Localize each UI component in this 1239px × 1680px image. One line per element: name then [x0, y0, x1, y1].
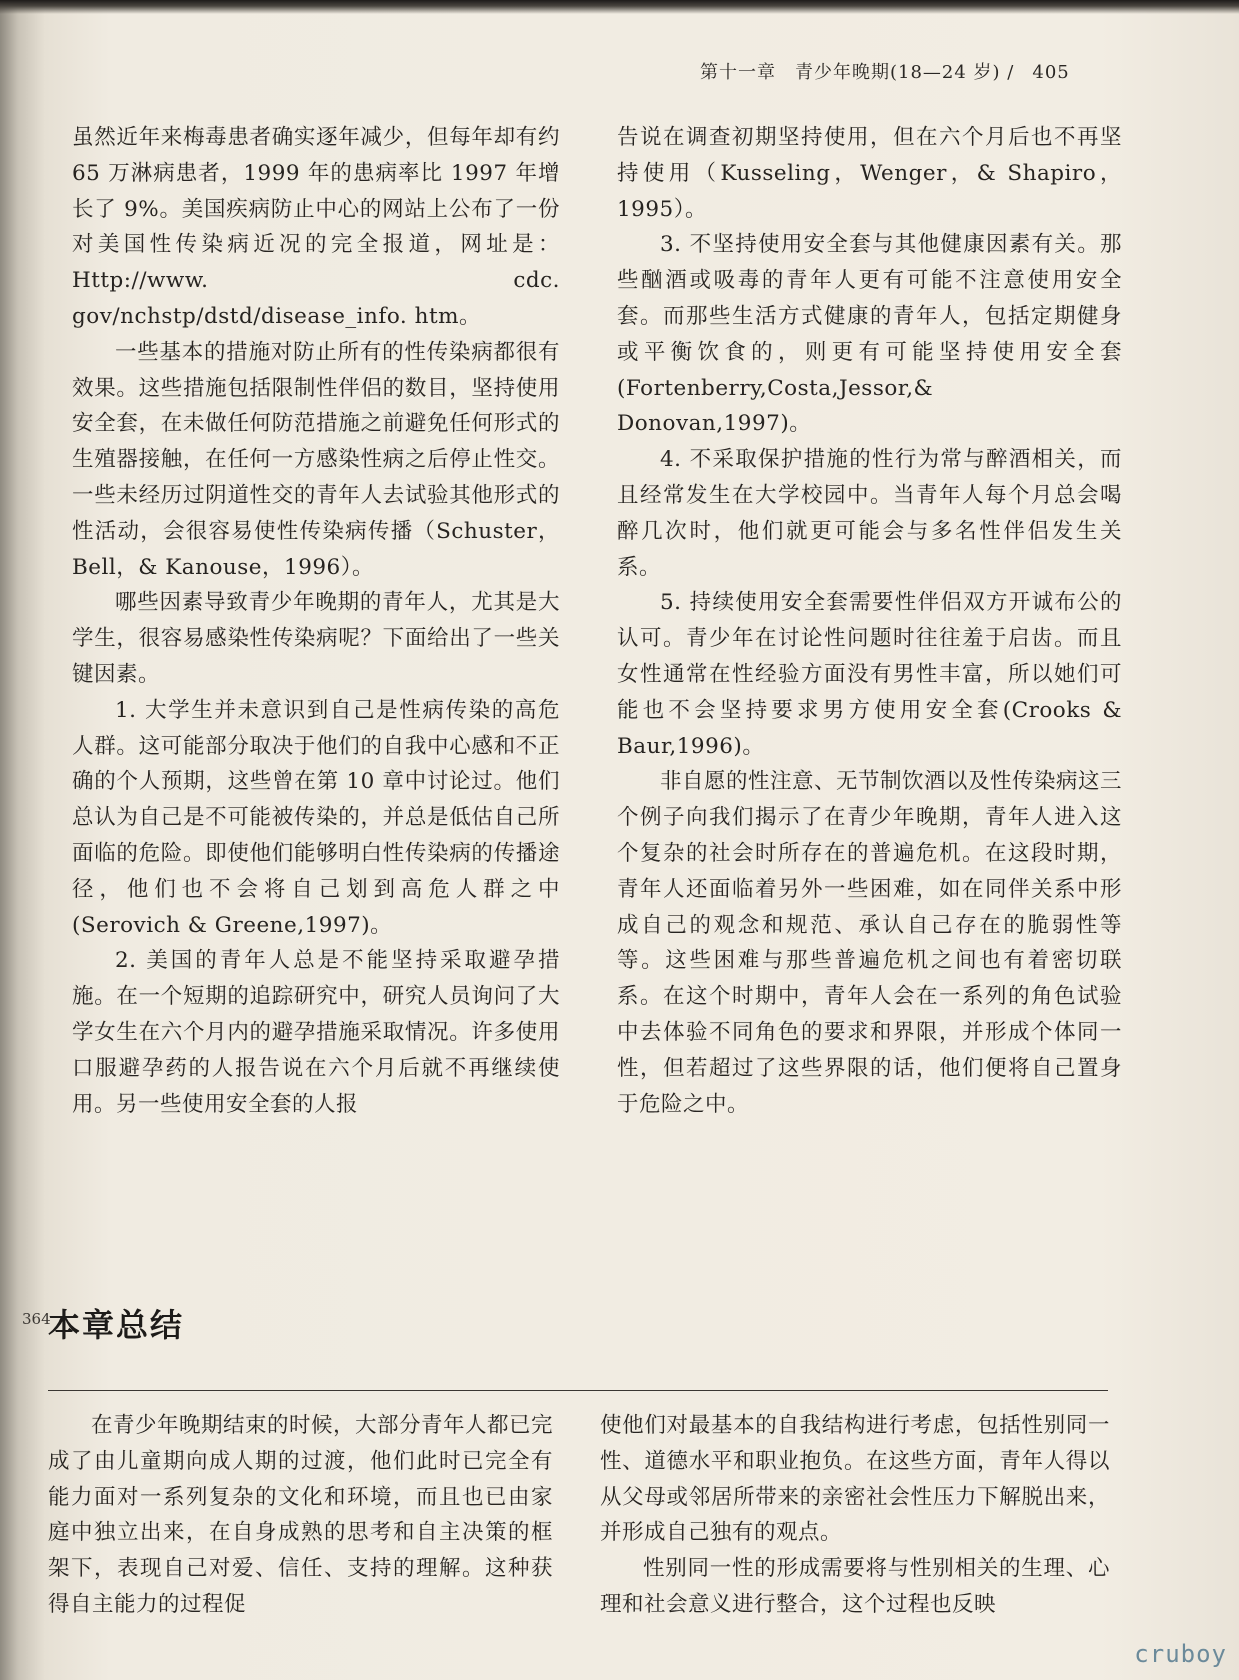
paragraph: 5. 持续使用安全套需要性伴侣双方开诚布公的认可。青少年在讨论性问题时往往羞于启齿。而且女性通常在性经验方面没有男性丰富，所以她们可能也不会坚持要求男方使用安全套(Crooks & Baur,1996)。 — [617, 590, 1122, 759]
scan-top-shadow — [0, 0, 1239, 14]
left-column — [72, 120, 560, 1122]
running-head — [700, 58, 1120, 84]
paragraph: 虽然近年来梅毒患者确实逐年减少，但每年却有约 65 万淋病患者，1999 年的患病率比 1997 年增长了 9%。美国疾病防止中心的网站上公布了一份对美国性传染病近况的完全报道，网址是：Http://www. cdc. gov/nchstp/dstd/disease_info. htm。 — [72, 125, 560, 329]
right-column — [617, 120, 1122, 1122]
paragraph: 非自愿的性注意、无节制饮酒以及性传染病这三个例子向我们揭示了在青少年晚期，青年人进入这个复杂的社会时所存在的普遍危机。在这段时期，青年人还面临着另外一些困难，如在同伴关系中形成自己的观念和规范、承认自己存在的脆弱性等等。这些困难与那些普遍危机之间也有着密切联系。在这个时期中，青年人会在一系列的角色试验中去体验不同角色的要求和界限，并形成个体同一性，但若超过了这些界限的话，他们便将自己置身于危险之中。 — [617, 769, 1123, 1117]
paragraph: 哪些因素导致青少年晚期的青年人，尤其是大学生，很容易感染性传染病呢？下面给出了一些关键因素。 — [72, 590, 560, 687]
paragraph: 告说在调查初期坚持使用，但在六个月后也不再坚持使用（Kusseling，Wenger，& Shapiro，1995）。 — [617, 125, 1122, 222]
section-rule — [48, 1390, 1108, 1391]
chapter-title: 第十一章 青少年晚期(18—24 岁) / — [700, 62, 1015, 83]
summary-right-column — [600, 1408, 1110, 1623]
paragraph: 4. 不采取保护措施的性行为常与醉酒相关，而且经常发生在大学校园中。当青年人每个月总会喝醉几次时，他们就更可能会与多名性伴侣发生关系。 — [617, 447, 1122, 580]
margin-page-number: 364 — [22, 1310, 51, 1328]
paragraph: 在青少年晚期结束的时候，大部分青年人都已完成了由儿童期向成人期的过渡，他们此时已完全有能力面对一系列复杂的文化和环境，而且也已由家庭中独立出来，在自身成熟的思考和自主决策的框架下，表现自己对爱、信任、支持的理解。这种获得自主能力的过程促 — [48, 1413, 554, 1617]
paragraph: 一些基本的措施对防止所有的性传染病都很有效果。这些措施包括限制性伴侣的数目，坚持使用安全套，在未做任何防范措施之前避免任何形式的生殖器接触，在任何一方感染性病之后停止性交。一些未经历过阴道性交的青年人去试验其他形式的性活动，会很容易使性传染病传播（Schuster，Bell，& Kanouse，1996）。 — [72, 339, 560, 580]
watermark: cruboy — [1134, 1640, 1227, 1668]
paragraph: 1. 大学生并未意识到自己是性病传染的高危人群。这可能部分取决于他们的自我中心感和不正确的个人预期，这些曾在第 10 章中讨论过。他们总认为自己是不可能被传染的，并总是低估自己所面临的危险。即使他们能够明白性传染病的传播途径，他们也不会将自己划到高危人群之中(Serovich & Greene,1997)。 — [72, 697, 560, 938]
paragraph: 使他们对最基本的自我结构进行考虑，包括性别同一性、道德水平和职业抱负。在这些方面，青年人得以从父母或邻居所带来的亲密社会性压力下解脱出来，并形成自己独有的观点。 — [600, 1413, 1110, 1546]
page-number: 405 — [1032, 62, 1070, 83]
section-title: 本章总结 — [48, 1306, 185, 1344]
summary-left-column — [48, 1408, 553, 1623]
paragraph: 性别同一性的形成需要将与性别相关的生理、心理和社会意义进行整合，这个过程也反映 — [600, 1556, 1110, 1617]
paragraph: 3. 不坚持使用安全套与其他健康因素有关。那些酗酒或吸毒的青年人更有可能不注意使用安全套。而那些生活方式健康的青年人，包括定期健身或平衡饮食的，则更有可能坚持使用安全套(Fortenberry,Costa,Jessor,& Donovan,1997)。 — [617, 232, 1122, 437]
paragraph: 2. 美国的青年人总是不能坚持采取避孕措施。在一个短期的追踪研究中，研究人员询问了大学女生在六个月内的避孕措施采取情况。许多使用口服避孕药的人报告说在六个月后就不再继续使用。另一些使用安全套的人报 — [72, 948, 560, 1117]
